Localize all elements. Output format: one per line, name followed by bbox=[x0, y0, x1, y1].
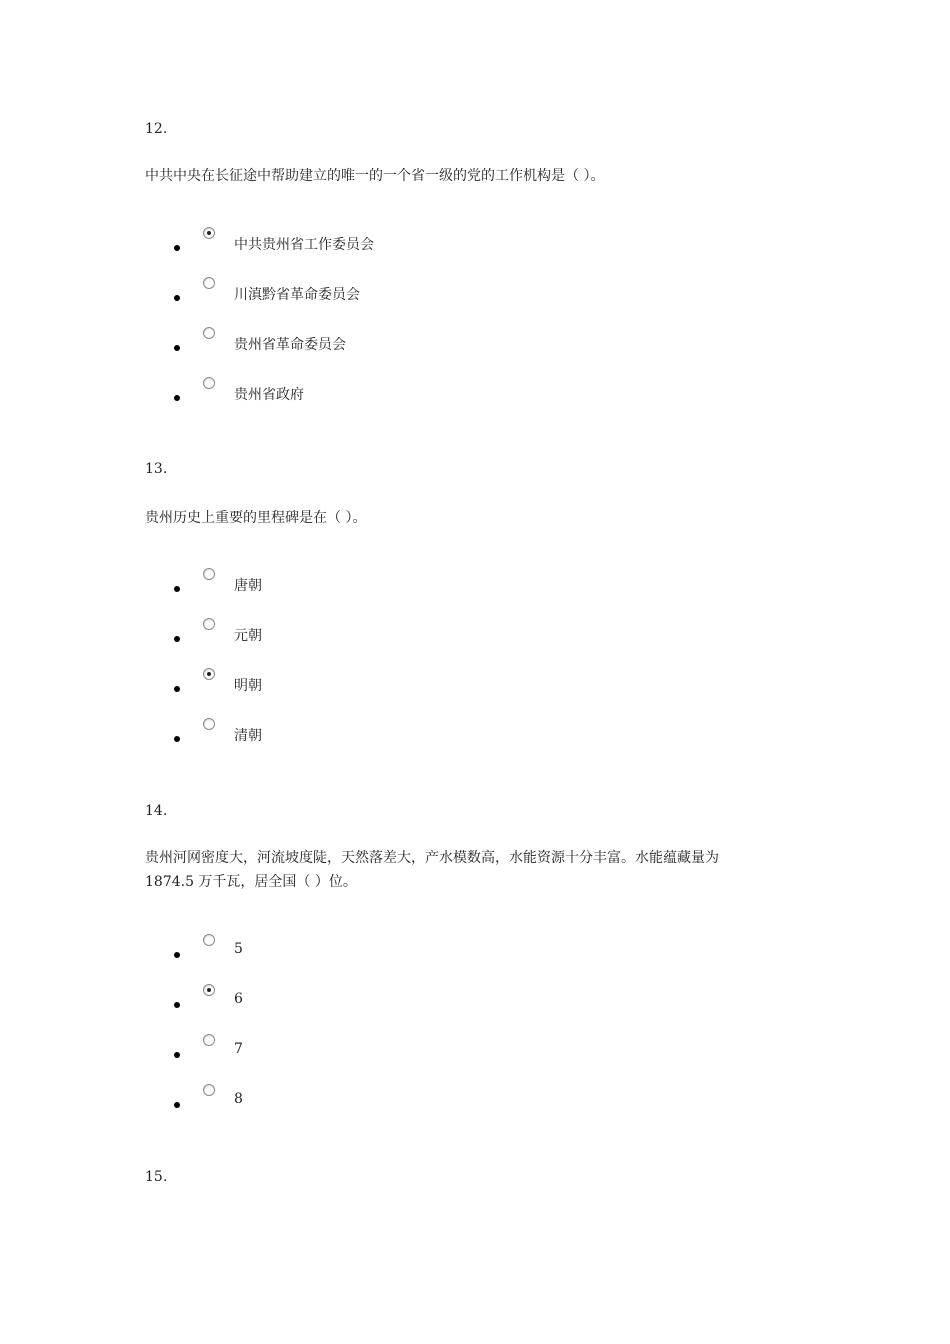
question-number: 13. bbox=[145, 461, 168, 477]
radio-button[interactable] bbox=[203, 718, 215, 730]
bullet-icon bbox=[174, 686, 180, 692]
question-text-line: 1874.5 万千瓦，居全国（ ）位。 bbox=[145, 874, 357, 890]
question-number: 14. bbox=[145, 803, 168, 819]
answer-option[interactable] bbox=[170, 979, 670, 1019]
question-text-line: 贵州河网密度大，河流坡度陡，天然落差大，产水模数高，水能资源十分丰富。水能蕴藏量为 bbox=[145, 850, 719, 866]
radio-button[interactable] bbox=[203, 327, 215, 339]
answer-option[interactable] bbox=[170, 222, 670, 262]
answer-option[interactable] bbox=[170, 563, 670, 603]
radio-button[interactable] bbox=[203, 618, 215, 630]
bullet-icon bbox=[174, 395, 180, 401]
answer-option[interactable] bbox=[170, 372, 670, 412]
radio-button[interactable] bbox=[203, 377, 215, 389]
bullet-icon bbox=[174, 245, 180, 251]
radio-button-selected[interactable] bbox=[203, 227, 215, 239]
bullet-icon bbox=[174, 1102, 180, 1108]
question-text: 中共中央在长征途中帮助建立的唯一的一个省一级的党的工作机构是（ ）。 bbox=[145, 168, 605, 184]
answer-option[interactable] bbox=[170, 613, 670, 653]
bullet-icon bbox=[174, 736, 180, 742]
option-label: 明朝 bbox=[234, 678, 262, 694]
option-label: 川滇黔省革命委员会 bbox=[234, 287, 360, 303]
option-label: 5 bbox=[234, 941, 243, 957]
option-label: 7 bbox=[234, 1041, 243, 1057]
bullet-icon bbox=[174, 1002, 180, 1008]
answer-option[interactable] bbox=[170, 1079, 670, 1119]
question-number: 12. bbox=[145, 121, 168, 137]
answer-option[interactable] bbox=[170, 322, 670, 362]
bullet-icon bbox=[174, 345, 180, 351]
option-label: 中共贵州省工作委员会 bbox=[234, 237, 374, 253]
answer-option[interactable] bbox=[170, 1029, 670, 1069]
answer-option[interactable] bbox=[170, 272, 670, 312]
option-label: 贵州省政府 bbox=[234, 387, 304, 403]
answer-option[interactable] bbox=[170, 929, 670, 969]
answer-option[interactable] bbox=[170, 663, 670, 703]
radio-button[interactable] bbox=[203, 1034, 215, 1046]
question-number: 15. bbox=[145, 1169, 168, 1185]
bullet-icon bbox=[174, 586, 180, 592]
option-label: 8 bbox=[234, 1091, 243, 1107]
bullet-icon bbox=[174, 295, 180, 301]
radio-button[interactable] bbox=[203, 568, 215, 580]
radio-button-selected[interactable] bbox=[203, 668, 215, 680]
radio-button[interactable] bbox=[203, 934, 215, 946]
bullet-icon bbox=[174, 952, 180, 958]
option-label: 6 bbox=[234, 991, 243, 1007]
option-label: 唐朝 bbox=[234, 578, 262, 594]
question-text: 贵州历史上重要的里程碑是在（ ）。 bbox=[145, 510, 367, 526]
option-label: 清朝 bbox=[234, 728, 262, 744]
radio-button[interactable] bbox=[203, 277, 215, 289]
radio-button[interactable] bbox=[203, 1084, 215, 1096]
radio-button-selected[interactable] bbox=[203, 984, 215, 996]
bullet-icon bbox=[174, 636, 180, 642]
bullet-icon bbox=[174, 1052, 180, 1058]
answer-option[interactable] bbox=[170, 713, 670, 753]
option-label: 贵州省革命委员会 bbox=[234, 337, 346, 353]
option-label: 元朝 bbox=[234, 628, 262, 644]
question-text bbox=[145, 846, 815, 894]
